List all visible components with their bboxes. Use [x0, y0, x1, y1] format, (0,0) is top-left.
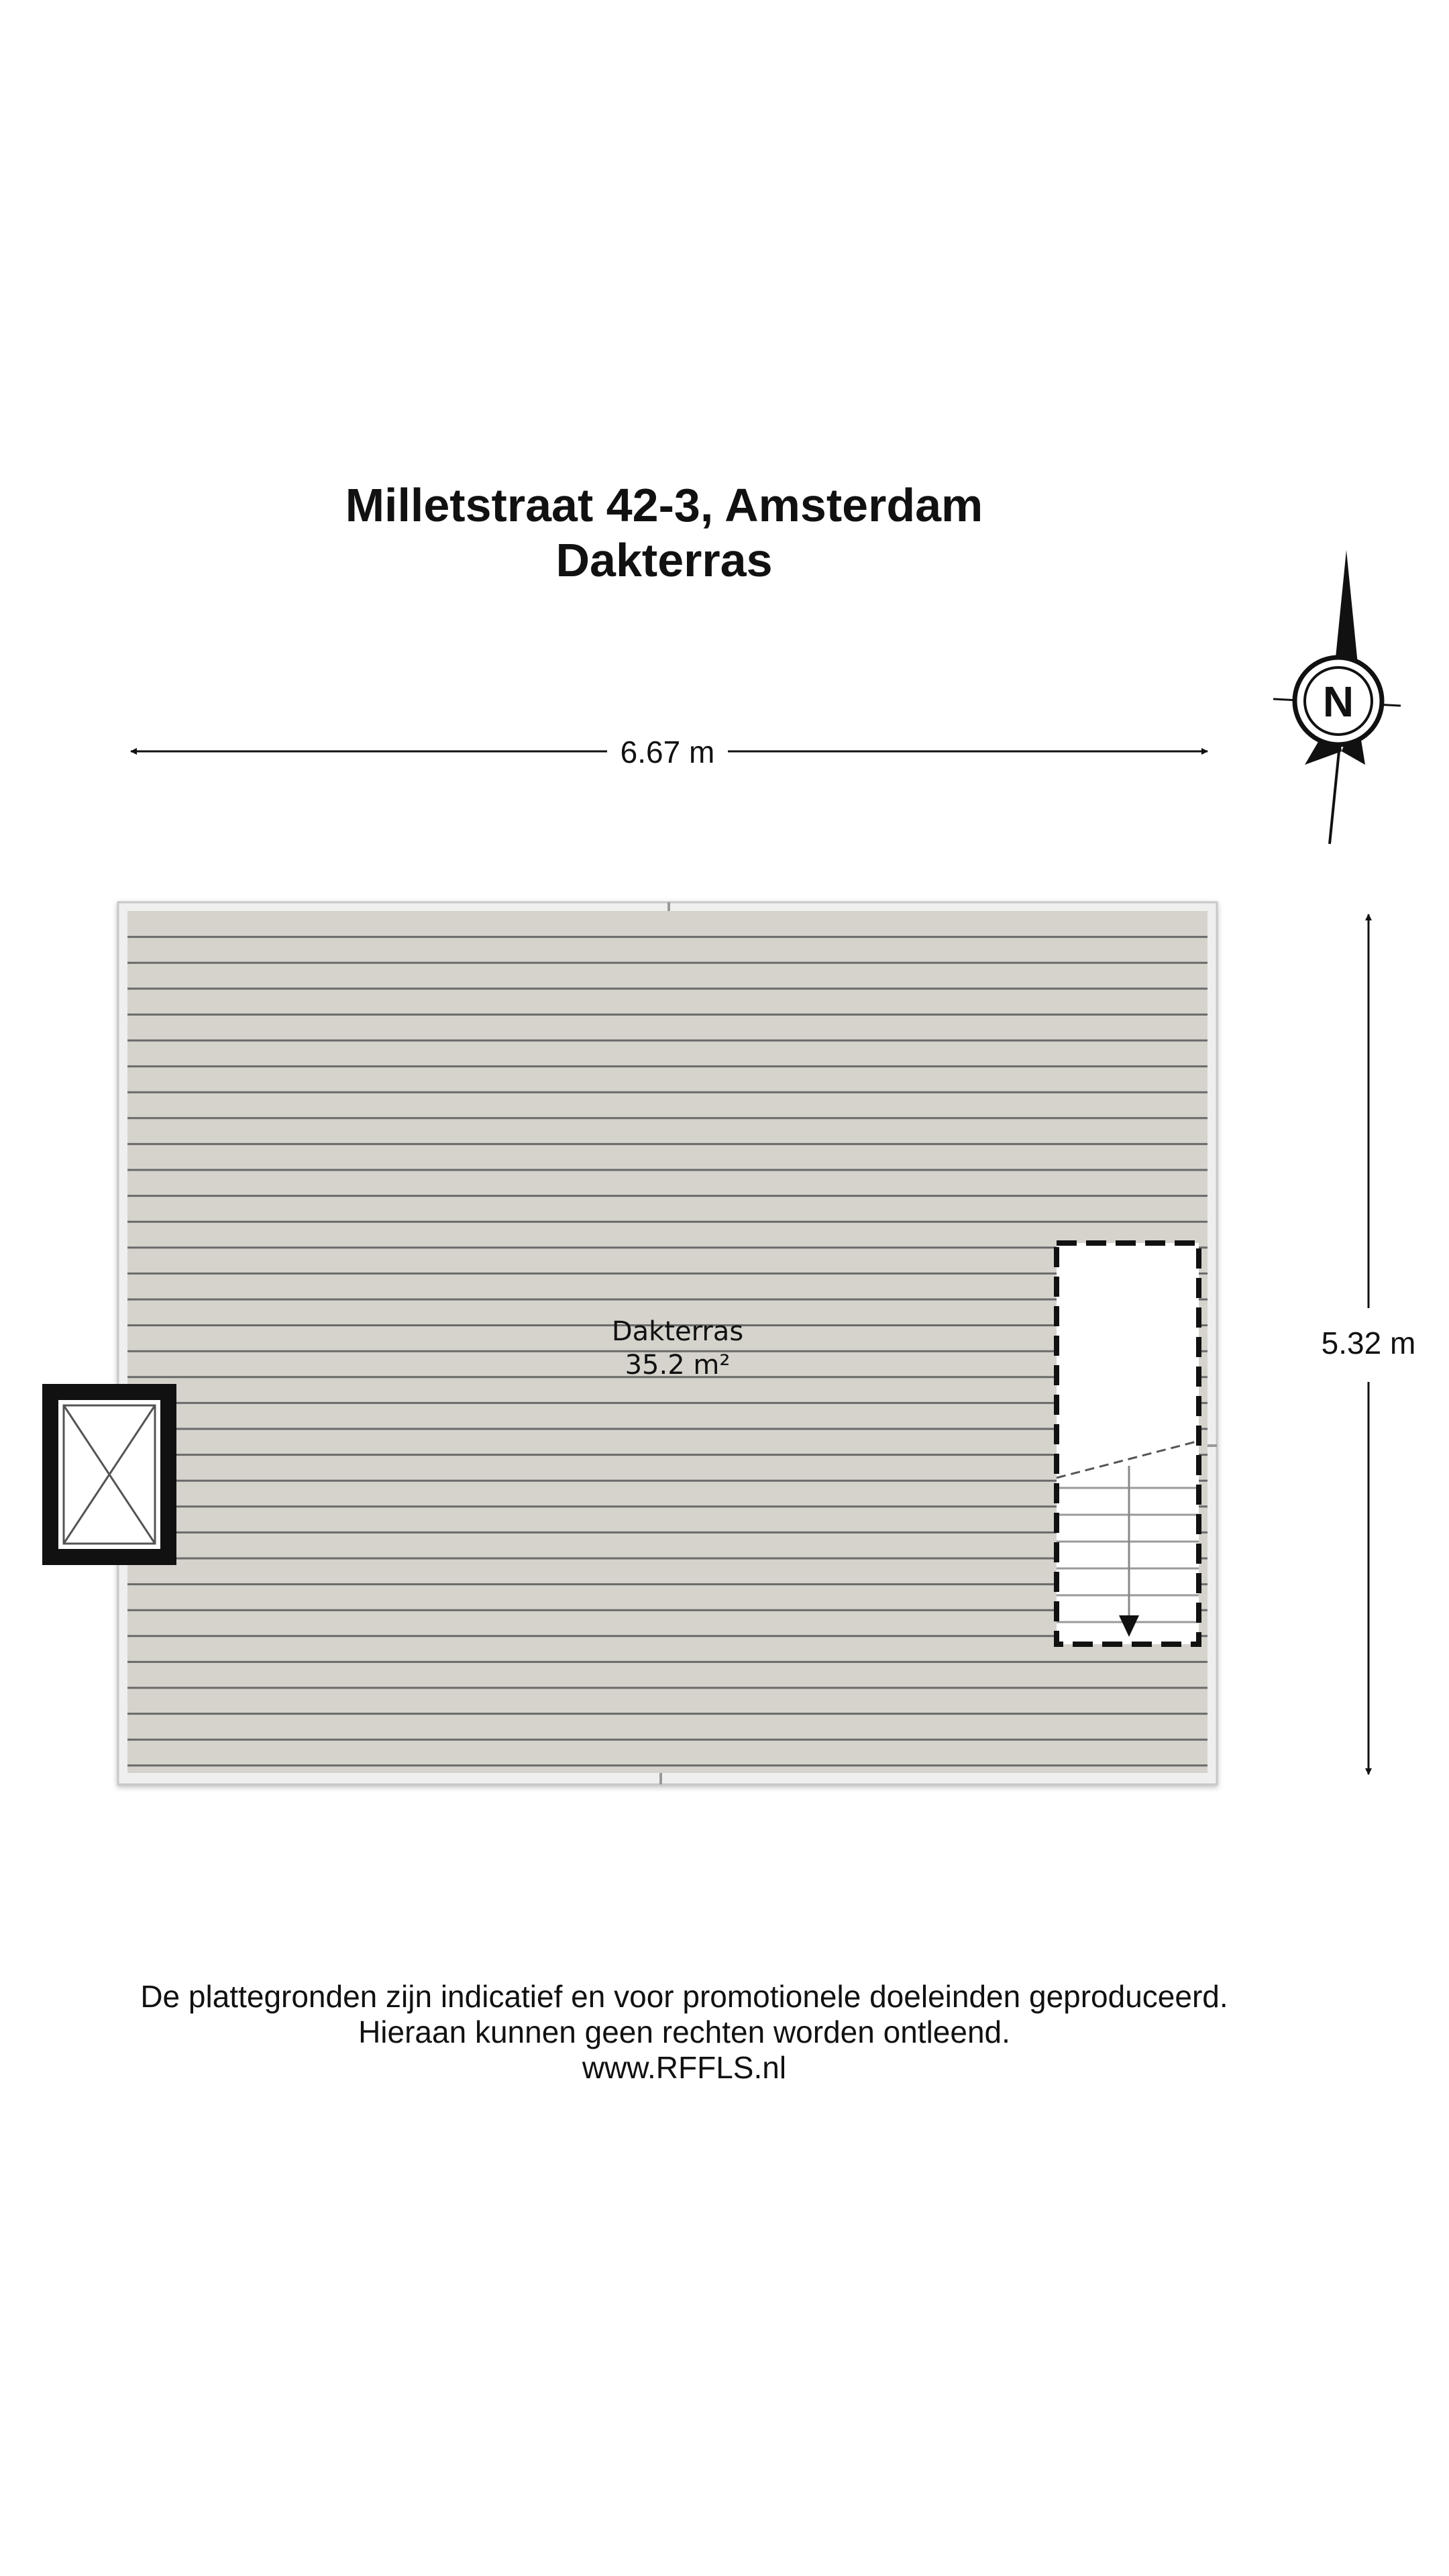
floor-title: Dakterras [555, 534, 773, 586]
depth-dimension-label: 5.32 m [1321, 1326, 1416, 1360]
disclaimer-line-1: De plattegronden zijn indicatief en voor promotionele doeleinden geproduceerd. [140, 1979, 1228, 2014]
room-area: 35.2 m² [625, 1350, 731, 1381]
depth-dimension [1322, 914, 1416, 1774]
north-arrow-icon [1273, 550, 1401, 844]
website-link: www.RFFLS.nl [582, 2050, 787, 2085]
disclaimer-line-2: Hieraan kunnen geen rechten worden ontleend. [358, 2015, 1010, 2049]
room-name: Dakterras [611, 1316, 744, 1347]
stair-opening [1057, 1243, 1199, 1644]
stair-cut-area [1057, 1243, 1199, 1478]
disclaimer [0, 1979, 1368, 2086]
width-dimension [131, 735, 1208, 769]
address-title: Milletstraat 42-3, Amsterdam [345, 479, 983, 531]
compass-needle-north [1335, 550, 1358, 664]
roof-hatch [50, 1392, 168, 1557]
width-dimension-label: 6.67 m [620, 735, 715, 769]
compass-label: N [1322, 678, 1354, 726]
